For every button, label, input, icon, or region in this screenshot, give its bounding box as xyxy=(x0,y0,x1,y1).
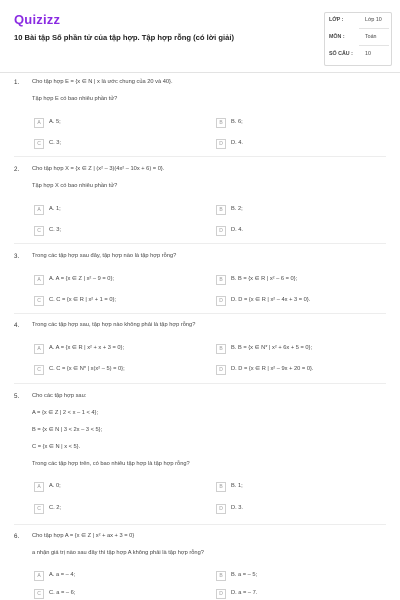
option-letter: B xyxy=(216,344,226,354)
option-letter: C xyxy=(34,589,44,599)
option-letter: C xyxy=(34,365,44,375)
question-text: Cho tập hợp E = {x ∈ N | x là ước chung của 20 và 40}. xyxy=(32,79,173,85)
option-text: C. C = {x ∈ R | x² + 1 = 0}; xyxy=(49,297,116,303)
option-letter: A xyxy=(34,118,44,128)
question-text: Trong các tập hợp sau, tập hợp nào không phải là tập hợp rỗng? xyxy=(32,322,196,328)
question-text: A = {x ∈ Z | 2 < x – 1 < 4}; xyxy=(32,410,99,416)
option-text: D. a = – 7. xyxy=(231,590,258,596)
option-letter: D xyxy=(216,504,226,514)
option-text: D. 4. xyxy=(231,140,244,146)
option-text: D. D = {x ∈ R | x² – 9x + 20 = 0}. xyxy=(231,366,314,372)
option-text: A. a = – 4; xyxy=(49,572,76,578)
option-text: C. a = – 6; xyxy=(49,590,76,596)
question-number: 2. xyxy=(14,166,20,173)
question-divider xyxy=(14,524,386,525)
question-text: B = {x ∈ N | 3 < 2x – 3 < 5}; xyxy=(32,427,103,433)
question-divider xyxy=(14,383,386,384)
page-title: 10 Bài tập Số phần tử của tập hợp. Tập hợp rỗng (có lời giải) xyxy=(14,33,234,42)
question-number: 6. xyxy=(14,533,20,540)
option-text: C. C = {x ∈ N* | x(x² – 5) = 0}; xyxy=(49,366,125,372)
option-letter: D xyxy=(216,296,226,306)
question-number: 1. xyxy=(14,79,20,86)
meta-label: SỐ CÂU : xyxy=(329,51,353,57)
meta-value: Lớp 10 xyxy=(365,17,382,23)
option-letter: B xyxy=(216,205,226,215)
option-text: B. a = – 5; xyxy=(231,572,258,578)
option-letter: C xyxy=(34,139,44,149)
option-letter: A xyxy=(34,571,44,581)
option-text: D. 4. xyxy=(231,227,244,233)
option-text: B. 6; xyxy=(231,119,243,125)
question-number: 5. xyxy=(14,393,20,400)
option-text: A. 5; xyxy=(49,119,61,125)
option-text: B. B = {x ∈ R | x² – 6 = 0}; xyxy=(231,276,298,282)
question-text: Trong các tập hợp sau đây, tập hợp nào là tập hợp rỗng? xyxy=(32,253,177,259)
question-number: 4. xyxy=(14,322,20,329)
meta-label: LỚP : xyxy=(329,17,344,23)
option-text: A. 1; xyxy=(49,206,61,212)
option-text: A. A = {x ∈ R | x² + x + 3 = 0}; xyxy=(49,345,125,351)
option-letter: B xyxy=(216,571,226,581)
question-text: Cho tập hợp A = {x ∈ Z | x² + ax + 3 = 0} xyxy=(32,533,135,539)
option-letter: C xyxy=(34,504,44,514)
meta-value: 10 xyxy=(365,51,371,57)
option-text: C. 3; xyxy=(49,227,62,233)
option-text: A. 0; xyxy=(49,483,61,489)
option-letter: C xyxy=(34,296,44,306)
option-letter: B xyxy=(216,118,226,128)
option-letter: A xyxy=(34,482,44,492)
meta-label: MÔN : xyxy=(329,34,345,40)
option-text: C. 2; xyxy=(49,505,62,511)
option-letter: C xyxy=(34,226,44,236)
question-text: a nhận giá trị nào sau đây thì tập hợp A không phải là tập hợp rỗng? xyxy=(32,550,204,556)
option-letter: A xyxy=(34,205,44,215)
document-header xyxy=(0,0,400,73)
question-text: Tập hợp E có bao nhiêu phần tử? xyxy=(32,96,118,102)
option-letter: A xyxy=(34,275,44,285)
question-divider xyxy=(14,156,386,157)
meta-value: Toán xyxy=(365,34,377,40)
question-text: Cho các tập hợp sau: xyxy=(32,393,87,399)
option-letter: A xyxy=(34,344,44,354)
option-text: D. D = {x ∈ R | x² – 4x + 3 = 0}. xyxy=(231,297,311,303)
option-text: D. 3. xyxy=(231,505,244,511)
question-divider xyxy=(14,243,386,244)
option-letter: D xyxy=(216,226,226,236)
option-letter: B xyxy=(216,275,226,285)
question-text: Tập hợp X có bao nhiêu phần tử? xyxy=(32,183,118,189)
option-letter: D xyxy=(216,139,226,149)
option-text: B. 2; xyxy=(231,206,243,212)
option-text: B. B = {x ∈ N* | x² + 6x + 5 = 0}; xyxy=(231,345,313,351)
question-text: Cho tập hợp X = {x ∈ Z | (x² – 3)(4x² – 10x + 6) = 0}. xyxy=(32,166,165,172)
question-divider xyxy=(14,313,386,314)
quizizz-logo: Quizizz xyxy=(14,12,61,27)
option-letter: D xyxy=(216,365,226,375)
option-text: C. 3; xyxy=(49,140,62,146)
option-letter: D xyxy=(216,589,226,599)
option-text: B. 1; xyxy=(231,483,243,489)
option-text: A. A = {x ∈ Z | x² – 9 = 0}; xyxy=(49,276,114,282)
question-text: Trong các tập hợp trên, có bao nhiêu tập hợp là tập hợp rỗng? xyxy=(32,461,190,467)
option-letter: B xyxy=(216,482,226,492)
question-text: C = {x ∈ N | x < 5}. xyxy=(32,444,81,450)
meta-box xyxy=(324,12,392,66)
question-number: 3. xyxy=(14,253,20,260)
